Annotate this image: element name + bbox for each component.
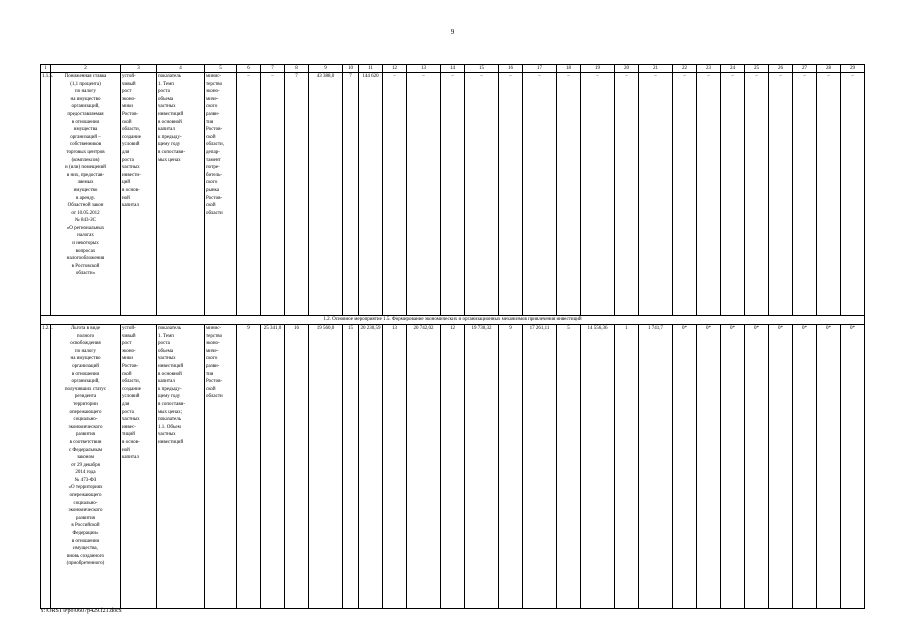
- column-number-row: [41, 65, 865, 73]
- value-cell: 14 556,36: [581, 325, 615, 609]
- value-cell: 0*: [769, 325, 793, 609]
- value-cell: 25 341,0: [261, 325, 285, 609]
- header-cell: 8: [285, 65, 309, 73]
- header-cell: 1: [41, 65, 51, 73]
- header-cell: 18: [557, 65, 581, 73]
- value-cell: –: [697, 73, 721, 316]
- value-cell: 13: [383, 325, 407, 609]
- header-cell: 19: [581, 65, 615, 73]
- value-cell: –: [817, 73, 841, 316]
- header-cell: 12: [383, 65, 407, 73]
- value-cell: –: [581, 73, 615, 316]
- value-cell: 15: [343, 325, 359, 609]
- value-cell: 0*: [817, 325, 841, 609]
- header-cell: 28: [817, 65, 841, 73]
- value-cell: –: [499, 73, 523, 316]
- value-cell: 19 730,32: [465, 325, 499, 609]
- value-cell: –: [639, 73, 673, 316]
- value-cell: –: [745, 73, 769, 316]
- tax-benefits-table: [40, 64, 865, 609]
- header-cell: 27: [793, 65, 817, 73]
- header-cell: 25: [745, 65, 769, 73]
- benefit-curator: минис- терство эконо- миче- ского разви- тия Ростов- ской области, депар- тамент потре- битель- ского рынка Ростов- ской области: [205, 73, 237, 316]
- value-cell: –: [673, 73, 697, 316]
- value-cell: 7: [343, 73, 359, 316]
- value-cell: 17 261,11: [523, 325, 557, 609]
- value-cell: 9: [499, 325, 523, 609]
- table-row: [41, 325, 865, 609]
- header-cell: 7: [261, 65, 285, 73]
- header-cell: 15: [465, 65, 499, 73]
- benefit-purpose: устой- чивый рост эконо- мики Ростов- ской области, создание условий для роста частных инвес- тиций в основ- ной капитал: [121, 325, 157, 609]
- section-heading-row: [41, 316, 865, 325]
- value-cell: 19 560,0: [309, 325, 343, 609]
- header-cell: 13: [407, 65, 441, 73]
- value-cell: 0*: [673, 325, 697, 609]
- header-cell: 3: [121, 65, 157, 73]
- benefit-indicator: показатель 1. Темп роста объема частных инвестиций в основной капитал к предыду- щему году в сопостави- мых ценах; показатель 1.1. Объем частных инвестиций: [157, 325, 205, 609]
- header-cell: 10: [343, 65, 359, 73]
- value-cell: 5: [557, 325, 581, 609]
- benefit-name: Пониженная ставка (1,1 процента) по налогу на имущество организаций, предоставляемая в отношении имущества организаций – собственников торговых центров (комплексов) и (или) помещений в них, предостав- ляемых имущество в аренду. Областной закон от 10.05.2012 № 843-ЗС «О региональных налогах и некоторых вопросах налогообложения в Ростовской области»: [51, 73, 121, 316]
- header-cell: 17: [523, 65, 557, 73]
- header-cell: 16: [499, 65, 523, 73]
- value-cell: 43 388,0: [309, 73, 343, 316]
- header-cell: 23: [697, 65, 721, 73]
- value-cell: –: [523, 73, 557, 316]
- header-cell: 21: [639, 65, 673, 73]
- section-title: 1.2. Основное мероприятие 1.5. Формирование экономических и организационных механизмов привлечения инвестиций: [41, 316, 865, 325]
- header-cell: 2: [51, 65, 121, 73]
- value-cell: 0*: [745, 325, 769, 609]
- value-cell: 0*: [793, 325, 817, 609]
- value-cell: –: [407, 73, 441, 316]
- value-cell: –: [557, 73, 581, 316]
- value-cell: 144 620: [359, 73, 383, 316]
- value-cell: 0*: [697, 325, 721, 609]
- benefit-indicator: показатель 1. Темп роста объема частных инвестиций в основной капитал к предыду- щему году в сопостави- мых ценах: [157, 73, 205, 316]
- value-cell: 20 742,02: [407, 325, 441, 609]
- row-code: 1.1.5.: [41, 73, 51, 316]
- value-cell: –: [841, 73, 865, 316]
- header-cell: 29: [841, 65, 865, 73]
- benefit-curator: минис- терство эконо- миче- ского разви- тия Ростов- ской области: [205, 325, 237, 609]
- value-cell: –: [721, 73, 745, 316]
- value-cell: –: [793, 73, 817, 316]
- row-code: 1.2.1.: [41, 325, 51, 609]
- header-cell: 5: [205, 65, 237, 73]
- table-row: [41, 73, 865, 316]
- value-cell: 1 741,7: [639, 325, 673, 609]
- value-cell: –: [383, 73, 407, 316]
- benefit-name: Льгота в виде полного освобождения по налогу на имущество организаций в отношении организаций, получивших статус резидента территории опережающего социально- экономического развития в соответствии с Федеральным законом от 29 декабря 2014 года № 473-ФЗ «О территориях опережающего социально- экономического развития в Российской Федерации» в отношении имущества, вновь созданного (приобретенного): [51, 325, 121, 609]
- header-cell: 20: [615, 65, 639, 73]
- value-cell: 1: [615, 325, 639, 609]
- value-cell: 0*: [721, 325, 745, 609]
- value-cell: 16: [285, 325, 309, 609]
- benefit-purpose: устой- чивый рост эконо- мики Ростов- ской области, создание условий для роста частных инвести- ций в основ- ной капитал: [121, 73, 157, 316]
- header-cell: 4: [157, 65, 205, 73]
- value-cell: 0*: [841, 325, 865, 609]
- value-cell: –: [769, 73, 793, 316]
- value-cell: –: [465, 73, 499, 316]
- value-cell: 9: [237, 325, 261, 609]
- value-cell: 12: [441, 325, 465, 609]
- value-cell: 7: [285, 73, 309, 316]
- file-path-footer: Y:\ORST\Ppo\0607p429.f21.docx: [40, 608, 122, 614]
- page-number: 9: [450, 28, 455, 36]
- header-cell: 26: [769, 65, 793, 73]
- header-cell: 24: [721, 65, 745, 73]
- header-cell: 14: [441, 65, 465, 73]
- value-cell: –: [261, 73, 285, 316]
- value-cell: –: [441, 73, 465, 316]
- header-cell: 11: [359, 65, 383, 73]
- header-cell: 6: [237, 65, 261, 73]
- value-cell: –: [237, 73, 261, 316]
- value-cell: 20 230,59: [359, 325, 383, 609]
- header-cell: 9: [309, 65, 343, 73]
- value-cell: –: [615, 73, 639, 316]
- header-cell: 22: [673, 65, 697, 73]
